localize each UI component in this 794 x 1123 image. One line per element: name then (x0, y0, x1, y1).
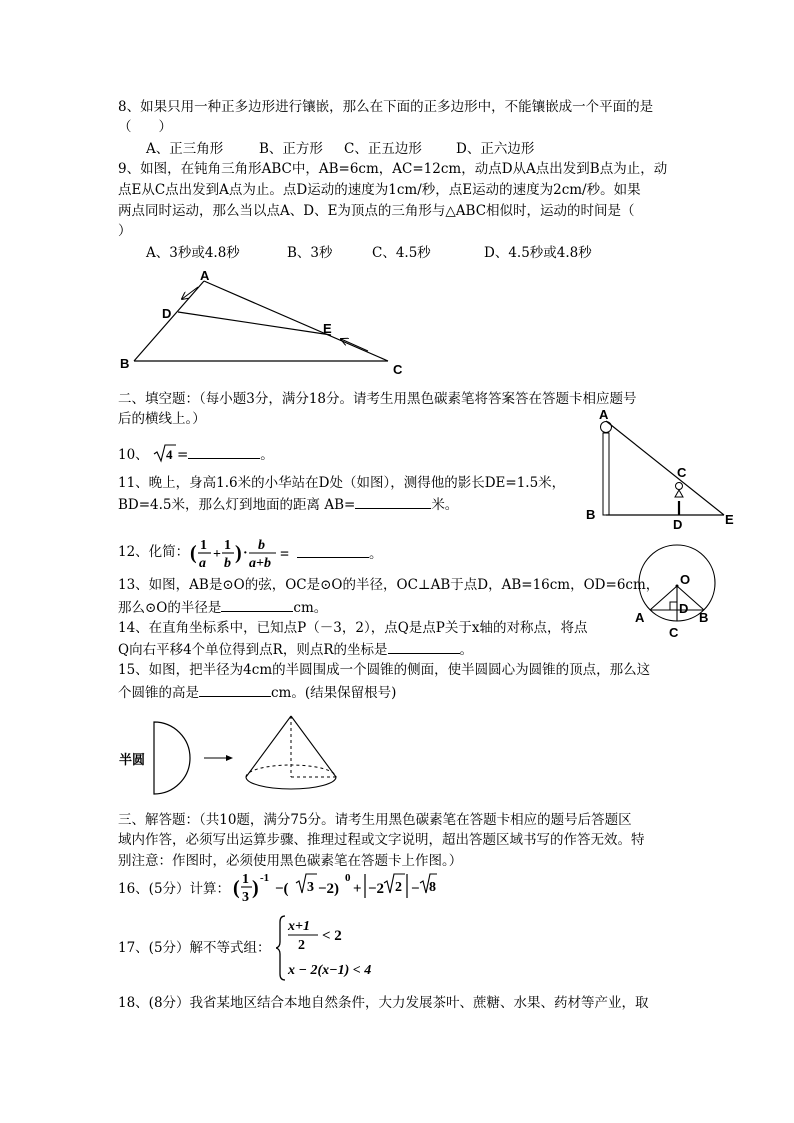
q9-option-d: D、4.5秒或4.8秒 (484, 245, 592, 261)
q16-radicand-8: 8 (429, 880, 436, 895)
q11-line2-suffix: 米。 (431, 497, 459, 513)
q9-side-ab (134, 281, 204, 361)
q11-label-e: E (725, 512, 734, 527)
q17-prefix: 17、(5分）解不等式组： (118, 940, 271, 956)
q9-side-ac (204, 281, 388, 361)
q15-line2-prefix: 个圆锥的高是 (118, 685, 199, 701)
q10-suffix: 。 (260, 447, 274, 463)
q9-label-d: D (162, 306, 172, 321)
q15-semicircle (154, 722, 190, 794)
q12-plus: + (213, 547, 221, 562)
q14-stem-line2 (118, 639, 473, 659)
q11-lamp-figure (582, 405, 742, 531)
q12-rparen: ) (235, 542, 242, 564)
q16-lparen: ( (233, 877, 240, 899)
q13-stem-line1: 13、如图，AB是⊙O的弦，OC是⊙O的半径，OC⊥AB于点D，AB=16cm，OD=6cm， (118, 577, 660, 593)
q11-answer-blank (355, 494, 431, 509)
q9-arrow-e (341, 339, 368, 351)
q14-line2-suffix: 。 (459, 642, 473, 658)
q14-stem-line1: 14、在直角坐标系中，已知点P（－3，2），点Q是点P关于x轴的对称点，将点 (118, 620, 588, 636)
q12-lparen: ( (190, 542, 197, 564)
q16-frac-numerator: 1 (242, 872, 249, 887)
q11-stem-line1: 11、晚上，身高1.6米的小华站在D处（如图），测得他的影长DE=1.5米， (118, 475, 566, 491)
q11-lamp-bulb (601, 422, 612, 433)
q9-option-c: C、4.5秒 (372, 245, 431, 261)
q12-denominator-a: a (199, 556, 206, 571)
q16-minus2-close: −2) (318, 881, 340, 897)
q13-center-dot (676, 585, 679, 588)
q16-prefix: 16、(5分）计算： (118, 881, 231, 897)
q16-expression (233, 868, 437, 910)
q10-sqrt-4 (153, 443, 177, 463)
q10-answer-blank (188, 444, 260, 459)
q14-line2-prefix: Q向右平移4个单位得到点R，则点R的坐标是 (118, 642, 388, 658)
q9-label-b: B (120, 356, 130, 371)
q16-plus: + (353, 881, 362, 897)
q12-one-b: 1 (224, 538, 231, 553)
q10-prefix: 10、 (118, 447, 149, 463)
q13-answer-blank (221, 597, 293, 612)
q13-label-o: O (680, 572, 691, 587)
q17-brace (276, 916, 285, 980)
section3-heading-line2: 域内作答，必须写出运算步骤、推理过程或文字说明，超出答题区域书写的作答无效。特 (118, 832, 645, 848)
q9-label-a: A (200, 268, 210, 283)
q17-less-than-2: < 2 (322, 928, 342, 944)
q13-right-angle (670, 602, 677, 610)
q15-stem-line1: 15、如图，把半径为4cm的半圆围成一个圆锥的侧面，使半圆圆心为圆锥的顶点，那么这 (118, 662, 651, 678)
q16-exponent-minus1: -1 (260, 872, 270, 884)
q9-label-e: E (323, 321, 332, 336)
q16-exponent-0: 0 (345, 872, 351, 884)
q11-label-b: B (586, 507, 596, 522)
q16-radicand-3: 3 (307, 880, 314, 895)
q15-answer-blank (199, 682, 271, 697)
q8-stem-line1: 8、如果只用一种正多边形进行镶嵌，那么在下面的正多边形中，不能镶嵌成一个平面的是 (118, 99, 654, 115)
q12-equals: = (280, 546, 290, 563)
q17-numerator: x+1 (288, 919, 310, 934)
q13-label-b: B (699, 610, 709, 625)
q9-option-b: B、3秒 (287, 245, 333, 261)
q12-frac-numerator: b (258, 538, 265, 553)
q15-arrow-head (226, 755, 233, 761)
section3-heading-line3: 别注意：作图时，必须使用黑色碳素笔在答题卡上作图。） (118, 853, 463, 869)
q8-option-a: A、正三角形 (146, 141, 224, 157)
q9-stem-line1: 9、如图，在钝角三角形ABC中，AB=6cm，AC=12cm，动点D从A点出发到B点为止，动 (118, 161, 668, 177)
q11-stem-line2 (118, 494, 458, 514)
q16-rparen: ) (252, 877, 259, 899)
q14-answer-blank (388, 639, 460, 654)
q8-option-b: B、正方形 (259, 141, 323, 157)
q12-dot: · (243, 546, 248, 561)
q13-label-a: A (635, 610, 645, 625)
q9-option-a: A、3秒或4.8秒 (146, 245, 240, 261)
q11-person-body (675, 490, 683, 497)
q12-suffix: 。 (369, 546, 383, 562)
q9-label-c: C (393, 362, 403, 377)
q10-line (118, 443, 274, 464)
q12-answer-line (297, 543, 383, 563)
q9-triangle-figure (112, 268, 412, 378)
q11-light-ray (606, 421, 724, 515)
q17-denominator: 2 (298, 938, 305, 953)
q18-stem-line1: 18、(8分）我省某地区结合本地自然条件，大力发展茶叶、蔗糖、水果、药材等产业，取 (118, 995, 649, 1011)
q12-prefix: 12、化简： (118, 544, 190, 560)
q11-label-d: D (673, 517, 683, 531)
q12-denominator-b: b (224, 556, 231, 571)
q16-minus-open: −( (275, 881, 289, 897)
q16-frac-denominator: 3 (242, 890, 249, 905)
q8-option-c: C、正五边形 (344, 141, 422, 157)
q12-frac-denominator: a+b (249, 556, 271, 571)
q15-line2-suffix: cm。(结果保留根号) (271, 685, 397, 701)
q10-equals: = (176, 447, 189, 463)
q15-cone-figure (116, 714, 352, 810)
q12-expression (190, 533, 294, 575)
section2-heading-line1: 二、填空题：（每小题3分，满分18分。请考生用黑色碳素笔将答案答在答题卡相应题号 (118, 391, 637, 407)
q13-label-d: D (679, 601, 689, 616)
q16-minus: − (411, 881, 420, 897)
q17-inequality-system (276, 914, 396, 982)
q9-stem-line3: 两点同时运动，那么当以点A、D、E为顶点的三角形与△ABC相似时，运动的时间是（ (118, 203, 635, 219)
q13-label-c: C (669, 625, 679, 640)
q13-line2-suffix: cm。 (293, 600, 328, 616)
q15-cone-left-edge (246, 716, 291, 777)
q15-cone-right-edge (291, 716, 336, 777)
q11-line2-prefix: BD=4.5米，那么灯到地面的距离 AB= (118, 497, 356, 513)
q12-one-a: 1 (200, 538, 207, 553)
section2-heading-line2: 后的横线上。） (118, 411, 206, 427)
q13-radius-oa (650, 586, 677, 610)
q13-circle-figure (632, 540, 728, 644)
q16-radicand-2: 2 (395, 880, 402, 895)
q8-option-d: D、正六边形 (456, 141, 535, 157)
q10-radicand: 4 (165, 447, 173, 462)
q9-stem-line2: 点E从C点出发到A点为止。点D运动的速度为1cm/秒，点E运动的速度为2cm/秒。如果 (118, 182, 641, 198)
q11-lamp-pole (603, 433, 609, 515)
q17-second-inequality: x − 2(x−1) < 4 (288, 963, 372, 978)
q11-person-head (676, 483, 683, 490)
q15-semicircle-label: 半圆 (119, 752, 146, 767)
q11-label-a: A (599, 407, 609, 422)
q13-line2-prefix: 那么⊙O的半径是 (118, 600, 222, 616)
section3-heading-line1: 三、解答题：（共10题，满分75分。请考生用黑色碳素笔在答题卡相应的题号后答题区 (118, 812, 632, 828)
q8-stem-line2: （ ） (118, 119, 172, 135)
q15-cone-base-front (246, 777, 336, 789)
q12-answer-blank (297, 543, 369, 558)
q16-abs-inner: −2 (368, 881, 385, 897)
q9-segment-de (178, 312, 331, 335)
q13-stem-line2 (118, 597, 327, 617)
q11-label-c: C (677, 465, 687, 480)
q9-stem-line4: ） (118, 223, 132, 239)
q15-stem-line2 (118, 682, 396, 702)
